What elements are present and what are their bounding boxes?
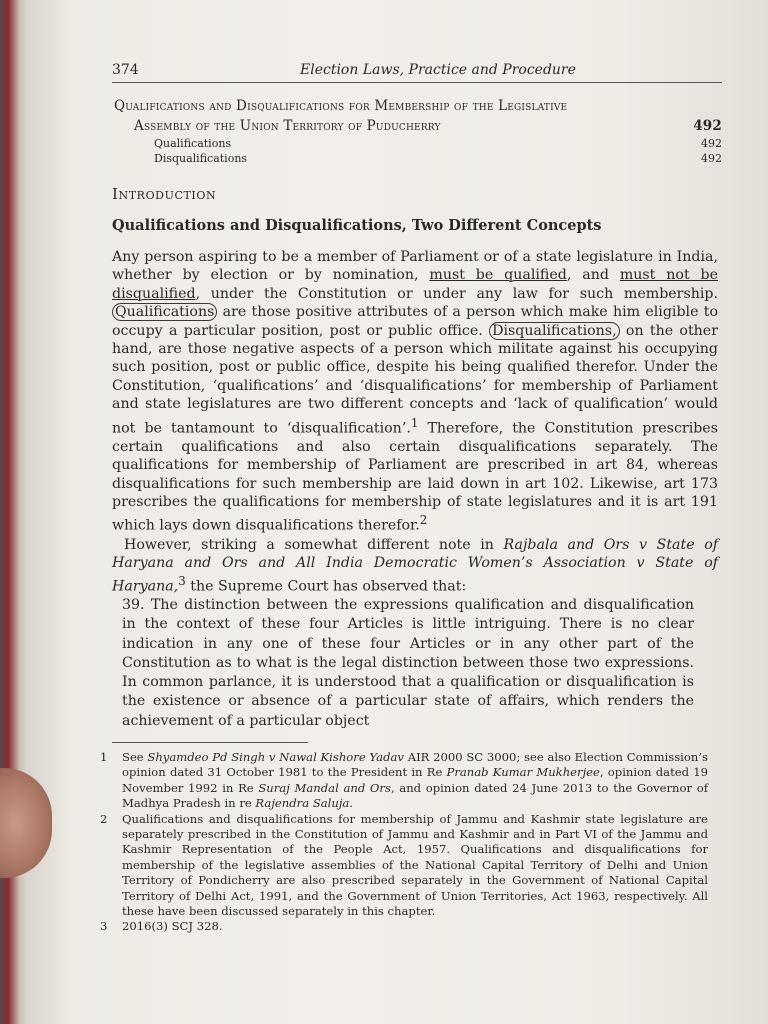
introduction-heading: Introduction (112, 185, 217, 203)
footnote-number: 2 (100, 811, 108, 826)
footnotes (100, 750, 708, 935)
footnote-ref: 3 (178, 574, 186, 589)
text-run: the Supreme Court has observed that: (185, 579, 467, 596)
text-run: AIR 2000 SC 3000; see also Election Commission’s opinion dated 31 October 1981 to the President in Re (122, 750, 708, 780)
text-run: , under the Constitution or under any law for such membership. (195, 285, 718, 302)
toc-item-label: Qualifications (154, 137, 232, 150)
footnote-number: 3 (100, 919, 108, 934)
case-name: Rajendra Saluja (255, 796, 350, 811)
toc-item (114, 151, 722, 166)
toc-title-page: 492 (693, 118, 722, 134)
footnote-text: 2016(3) SCJ 328. (122, 919, 223, 934)
page-number: 374 (112, 62, 139, 78)
running-title: Election Laws, Practice and Procedure (300, 62, 576, 78)
case-name: Pranab Kumar Mukherjee (446, 765, 600, 780)
paragraph-2 (112, 536, 718, 597)
footnote-2 (100, 812, 708, 920)
toc-item (114, 136, 722, 151)
case-name: Rajbala and Ors v State of Haryana and Ors and All India Democratic Women’s Association v State of Haryana, (112, 536, 718, 596)
circled-term: Qualifications (112, 303, 217, 321)
case-name: Shyamdeo Pd Singh v Nawal Kishore Yadav (147, 750, 404, 764)
footnote-ref: 2 (419, 513, 428, 528)
footnote-text: Qualifications and disqualifications for membership of Jammu and Kashmir state legislature are separately prescribed in the Constitution of Jammu and Kashmir and in Part VI of the Jammu and Kashmir Representation of the People Act, 1957. Qualifications and disqualifications for membership of the legislative assemblies of the National Capital Territory of Delhi and Union Territory of Pondicherry are also prescribed separately in the Government of National Capital Territory of Delhi Act, 1991, and the Government of Union Territories, Act 1963, respectively. All these have been discussed separately in this chapter. (122, 811, 708, 919)
text-run: Therefore, the Constitution prescribes certain qualifications and also certain disqualifications separately. The qualifications for membership of Parliament are prescribed in art 84, whereas disqualifications for such membership are laid down in art 102. Likewise, art 173 prescribes the qualifications for membership of state legislatures and it is art 191 which lays down disqualifications therefor. (112, 420, 718, 535)
text-run: Any person aspiring to be a member of Parliament or of a state legislature in India, whether by election or by nomination, (112, 249, 718, 284)
case-name: Suraj Mandal and Ors (258, 780, 391, 795)
toc-item-label: Disqualifications (154, 152, 248, 165)
circled-term: Disqualifications, (489, 322, 620, 340)
subheading: Qualifications and Disqualifications, Two Different Concepts (112, 217, 602, 234)
toc-item-page: 492 (701, 152, 722, 165)
footnote-ref: 1 (410, 415, 419, 430)
toc-title-line2: Assembly of the Union Territory of Puducherry (134, 118, 441, 134)
paragraph-1 (112, 248, 718, 536)
text-run: See (122, 750, 148, 764)
block-quote: 39. The distinction between the expressions qualification and disqualification in the context of these four Articles is little intriguing. There is no clear indication in any one of these four Articles or in any other part of the Constitution as to what is the legal distinction between those two expressions. In common parlance, it is understood that a qualification or disqualification is the existence or absence of a particular state of affairs, which renders the achievement of a particular object (122, 597, 694, 729)
footnote-number: 1 (100, 750, 108, 764)
text-run: However, striking a somewhat different note in (124, 536, 504, 553)
toc-title (114, 96, 722, 136)
toc-title-line1: Qualifications and Disqualifications for Membership of the Legislative (114, 98, 568, 114)
text-run: , opinion dated 19 November 1992 in Re (122, 765, 708, 795)
body-text (112, 248, 718, 597)
underlined-text: must not be disqualified (112, 267, 718, 302)
footnote-divider (112, 742, 308, 743)
section-contents (114, 96, 722, 166)
footnote-3 (100, 919, 708, 934)
text-run: on the other hand, are those negative aspects of a person which militate against his occupying such position, post or public office, despite his being qualified therefor. Under the Constitution, ‘qualifications’ and ‘disqualifications’ for membership of Parliament and state legislatures are two different concepts and ‘lack of qualification’ would not be tantamount to ‘disqualification’. (112, 322, 718, 437)
running-header (112, 60, 722, 83)
underlined-text: must be qualified (429, 267, 567, 284)
text-run: , and opinion dated 24 June 2013 to the Governor of Madhya Pradesh in re (122, 780, 708, 811)
text-run: are those positive attributes of a person which make him eligible to occupy a particular position, post or public office. (112, 304, 718, 339)
text-run: . (349, 796, 354, 811)
text-run: , and (566, 267, 620, 284)
toc-item-page: 492 (701, 137, 722, 150)
footnote-1 (100, 750, 708, 812)
